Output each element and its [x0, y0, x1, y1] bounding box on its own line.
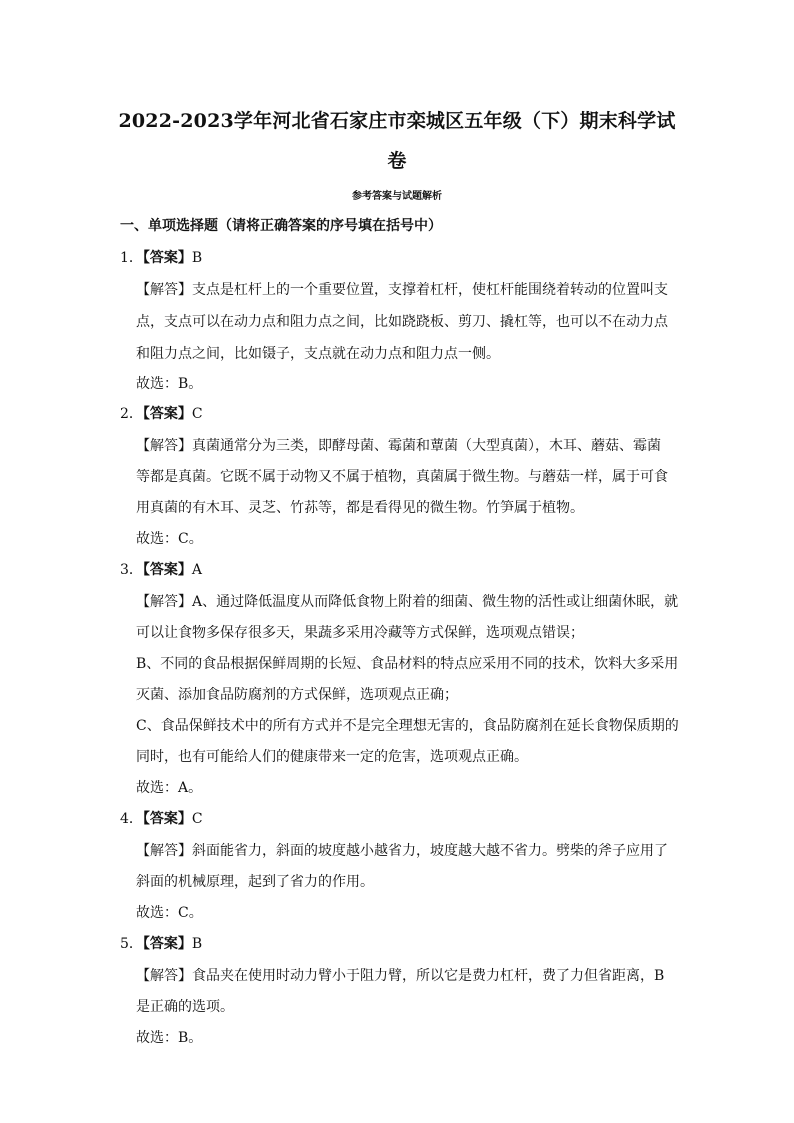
answer-value: C	[191, 406, 203, 422]
question-2-explanation-line: 【解答】真菌通常分为三类，即酵母菌、霉菌和蕈菌（大型真菌），木耳、蘑菇、霉菌	[136, 438, 661, 454]
question-5-explanation-line: 【解答】食品夹在使用时动力臂小于阻力臂，所以它是费力杠杆，费了力但省距离，B	[136, 968, 665, 984]
answer-tag: 【答案】	[142, 562, 192, 578]
question-2-conclusion: 故选：C。	[136, 531, 203, 547]
question-2-explanation-line: 等都是真菌。它既不属于动物又不属于植物，真菌属于微生物。与蘑菇一样，属于可食	[136, 469, 668, 485]
question-1-conclusion: 故选：B。	[136, 376, 203, 392]
question-4-explanation-line: 【解答】斜面能省力，斜面的坡度越小越省力，坡度越大越不省力。劈柴的斧子应用了	[136, 843, 668, 859]
document-title-line-1: 2022-2023学年河北省石家庄市栾城区五年级（下）期末科学试	[118, 110, 676, 132]
document-subtitle: 参考答案与试题解析	[352, 191, 442, 202]
question-1-explanation-line: 【解答】支点是杠杆上的一个重要位置，支撑着杠杆，使杠杆能围绕着转动的位置叫支	[136, 282, 668, 298]
question-5-conclusion: 故选：B。	[136, 1030, 203, 1046]
document-title-line-2: 卷	[387, 150, 407, 172]
question-5-explanation-line: 是正确的选项。	[136, 999, 234, 1015]
question-4-conclusion: 故选：C。	[136, 905, 203, 921]
question-number: 1．	[120, 250, 143, 266]
question-number: 2．	[120, 406, 143, 422]
question-4-explanation-line: 斜面的机械原理，起到了省力的作用。	[136, 874, 374, 890]
answer-value: B	[191, 250, 203, 266]
question-number: 3．	[120, 562, 143, 578]
answer-tag: 【答案】	[142, 811, 192, 827]
question-2-answer-line	[120, 404, 203, 424]
question-3-explanation-line: 【解答】A、通过降低温度从而降低食物上附着的细菌、微生物的活性或让细菌休眠，就	[136, 594, 679, 610]
answer-value: B	[191, 936, 203, 952]
question-number: 4．	[120, 811, 143, 827]
answer-tag: 【答案】	[142, 936, 192, 952]
question-1-answer-line	[120, 248, 202, 268]
question-3-answer-line	[120, 560, 202, 580]
question-3-explanation-line: 同时，也有可能给人们的健康带来一定的危害，选项观点正确。	[136, 749, 528, 765]
question-2-explanation-line: 用真菌的有木耳、灵芝、竹荪等，都是看得见的微生物。竹笋属于植物。	[136, 500, 584, 516]
question-1-explanation-line: 和阻力点之间，比如镊子，支点就在动力点和阻力点一侧。	[136, 346, 500, 362]
answer-value: C	[191, 811, 203, 827]
question-number: 5．	[120, 936, 143, 952]
question-3-explanation-line: 可以让食物多保存很多天，果蔬多采用冷藏等方式保鲜，选项观点错误；	[136, 625, 584, 641]
question-1-explanation-line: 点，支点可以在动力点和阻力点之间，比如跷跷板、剪刀、撬杠等，也可以不在动力点	[136, 314, 668, 330]
answer-tag: 【答案】	[142, 250, 192, 266]
section-heading: 一、单项选择题（请将正确答案的序号填在括号中）	[120, 218, 442, 234]
question-5-answer-line	[120, 934, 202, 954]
question-3-conclusion: 故选：A。	[136, 780, 203, 796]
question-4-answer-line	[120, 809, 203, 829]
question-3-explanation-line: 灭菌、添加食品防腐剂的方式保鲜，选项观点正确；	[136, 687, 458, 703]
question-3-explanation-line: C、食品保鲜技术中的所有方式并不是完全理想无害的，食品防腐剂在延长食物保质期的	[136, 718, 679, 734]
question-3-explanation-line: B、不同的食品根据保鲜周期的长短、食品材料的特点应采用不同的技术，饮料大多采用	[136, 656, 679, 672]
answer-value: A	[191, 562, 203, 578]
answer-tag: 【答案】	[142, 406, 192, 422]
